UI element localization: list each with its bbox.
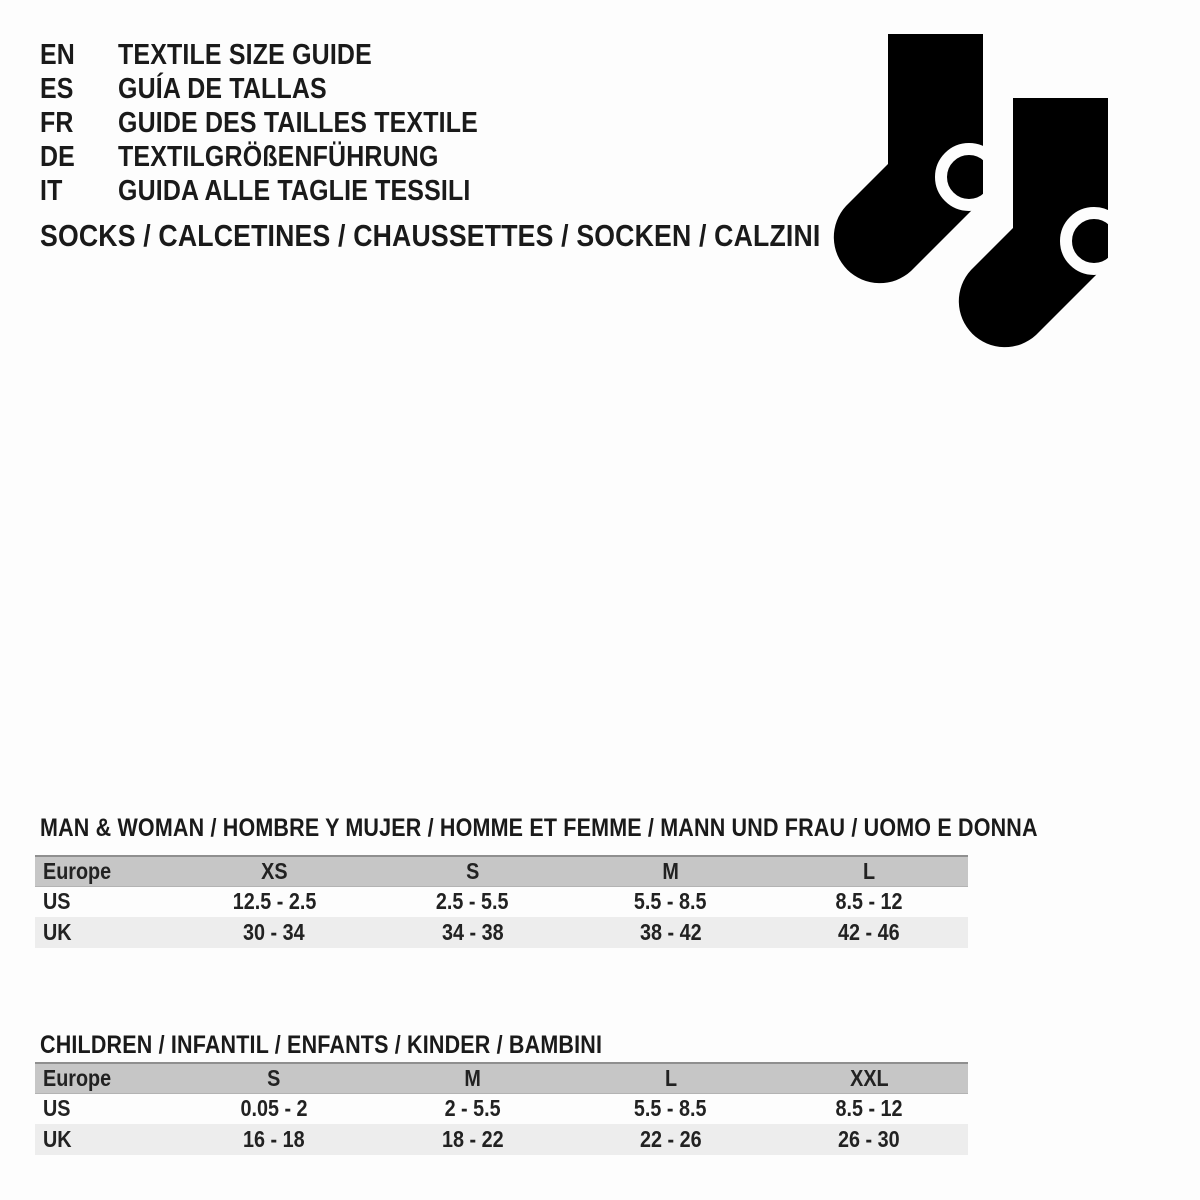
size-cell: 16 - 18 — [243, 1126, 305, 1152]
language-code: ES — [40, 72, 74, 105]
language-row-de — [40, 140, 537, 174]
table-header-row — [35, 1063, 968, 1093]
column-header-size: XXL — [849, 1064, 889, 1091]
language-code: FR — [40, 106, 74, 139]
language-row-it — [40, 174, 537, 208]
size-cell: 12.5 - 2.5 — [232, 888, 316, 915]
category-line: SOCKS / CALCETINES / CHAUSSETTES / SOCKEN / CALZINI — [40, 218, 821, 253]
row-label: UK — [43, 1126, 72, 1152]
size-cell: 22 - 26 — [639, 1126, 702, 1152]
language-code: DE — [40, 140, 75, 173]
size-cell: 42 - 46 — [838, 919, 900, 945]
column-header-size: M — [662, 857, 679, 884]
language-row-fr — [40, 106, 537, 140]
table-title-children: CHILDREN / INFANTIL / ENFANTS / KINDER / BAMBINI — [40, 1031, 603, 1059]
size-cell: 2.5 - 5.5 — [436, 888, 509, 915]
language-row-en — [40, 38, 537, 72]
table-title-man-woman: MAN & WOMAN / HOMBRE Y MUJER / HOMME ET FEMME / MANN UND FRAU / UOMO E DONNA — [40, 814, 1038, 842]
language-title: GUIDA ALLE TAGLIE TESSILI — [118, 174, 471, 207]
language-title-list — [40, 38, 537, 208]
column-header-size: XS — [260, 857, 288, 884]
size-cell: 18 - 22 — [441, 1126, 504, 1152]
table-row-uk — [35, 917, 968, 948]
table-row-us — [35, 1093, 968, 1124]
language-code: IT — [40, 174, 63, 207]
column-header-size: L — [862, 857, 875, 884]
language-title: TEXTILE SIZE GUIDE — [118, 38, 372, 71]
size-cell: 30 - 34 — [243, 919, 305, 945]
size-table-children — [35, 1062, 968, 1155]
size-cell: 0.05 - 2 — [240, 1095, 308, 1122]
column-header-size: M — [464, 1064, 481, 1091]
row-label: UK — [43, 919, 72, 945]
language-title: GUIDE DES TAILLES TEXTILE — [118, 106, 478, 139]
size-cell: 2 - 5.5 — [444, 1095, 501, 1122]
language-title: TEXTILGRÖßENFÜHRUNG — [118, 140, 439, 173]
socks-icon — [828, 34, 1114, 352]
language-title: GUÍA DE TALLAS — [118, 72, 327, 105]
column-header-size: S — [465, 857, 479, 884]
column-header-region: Europe — [43, 1064, 112, 1091]
size-cell: 5.5 - 8.5 — [634, 888, 707, 915]
size-cell: 26 - 30 — [838, 1126, 900, 1152]
column-header-region: Europe — [43, 857, 112, 884]
size-cell: 5.5 - 8.5 — [634, 1095, 707, 1122]
size-cell: 8.5 - 12 — [835, 888, 903, 915]
column-header-size: S — [267, 1064, 281, 1091]
language-row-es — [40, 72, 537, 106]
size-cell: 38 - 42 — [639, 919, 702, 945]
language-code: EN — [40, 38, 75, 71]
table-row-uk — [35, 1124, 968, 1155]
sock-left — [834, 34, 997, 283]
size-cell: 8.5 - 12 — [835, 1095, 903, 1122]
size-table-man-woman — [35, 855, 968, 948]
table-row-us — [35, 886, 968, 917]
row-label: US — [43, 888, 71, 915]
size-cell: 34 - 38 — [441, 919, 504, 945]
row-label: US — [43, 1095, 71, 1122]
column-header-size: L — [664, 1064, 677, 1091]
table-header-row — [35, 856, 968, 886]
